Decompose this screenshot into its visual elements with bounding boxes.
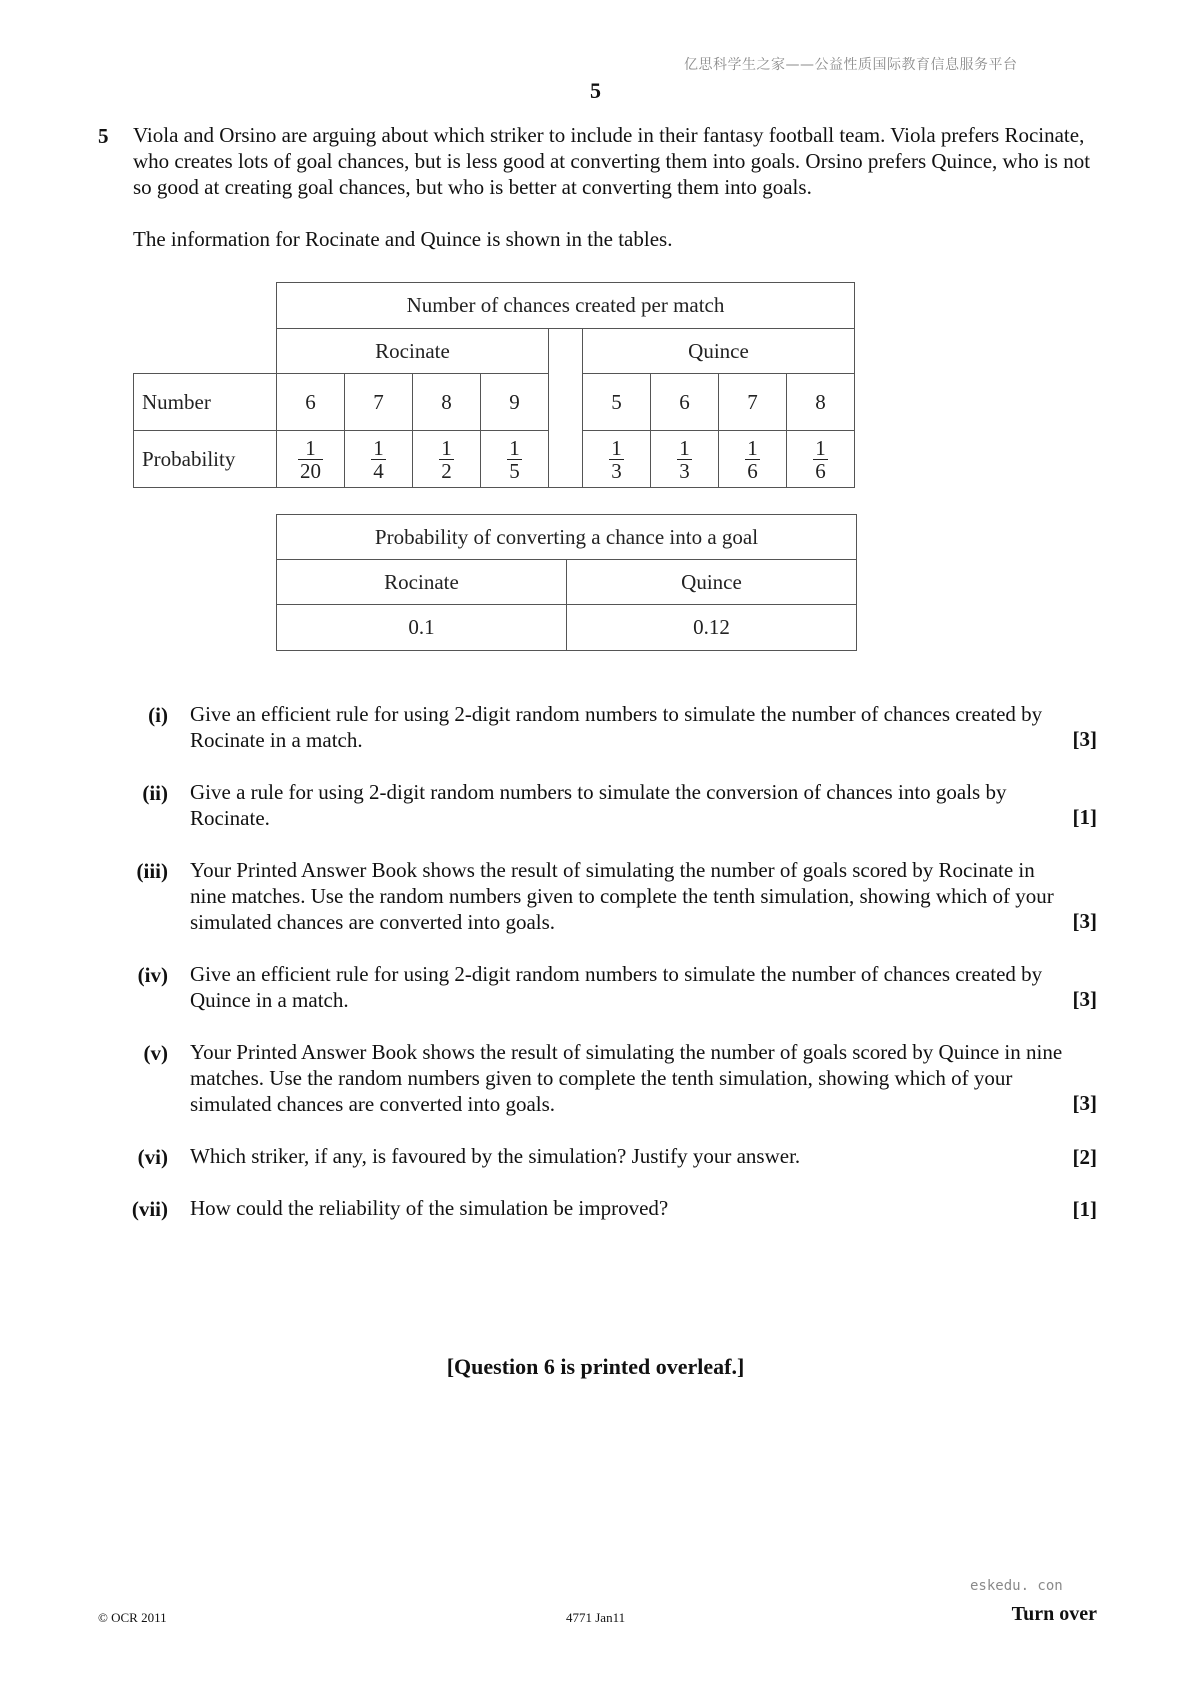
part-text: Give an efficient rule for using 2-digit random numbers to simulate the number of chances created by Quince in a match. bbox=[190, 962, 1043, 1012]
fraction-denominator: 2 bbox=[441, 458, 452, 483]
part-mark: [1] bbox=[1072, 805, 1097, 829]
fraction-numerator: 1 bbox=[747, 435, 758, 460]
watermark-text: 亿思科学生之家——公益性质国际教育信息服务平台 bbox=[684, 57, 1018, 73]
conversion-quince-header: Quince bbox=[567, 560, 857, 605]
conversion-quince-value: 0.12 bbox=[567, 605, 857, 651]
fraction-denominator: 5 bbox=[509, 458, 520, 483]
part-mark: [1] bbox=[1072, 1197, 1097, 1221]
fraction-numerator: 1 bbox=[815, 435, 826, 460]
fraction bbox=[677, 437, 692, 482]
part-label: (iv) bbox=[137, 963, 168, 987]
quince-prob-cell bbox=[719, 431, 787, 488]
part-text: Which striker, if any, is favoured by the simulation? Justify your answer. bbox=[190, 1144, 801, 1168]
fraction bbox=[609, 437, 624, 482]
fraction-numerator: 1 bbox=[298, 437, 323, 460]
rocinate-number-cell: 9 bbox=[481, 374, 549, 431]
rocinate-prob-cell bbox=[481, 431, 549, 488]
quince-header: Quince bbox=[583, 329, 855, 374]
part-label: (ii) bbox=[142, 781, 168, 805]
watermark-bottom: eskedu. con bbox=[970, 1578, 1063, 1594]
question-intro-tables: The information for Rocinate and Quince is shown in the tables. bbox=[133, 227, 673, 251]
fraction-numerator: 1 bbox=[679, 435, 690, 460]
empty-corner bbox=[134, 283, 277, 329]
rocinate-header: Rocinate bbox=[277, 329, 549, 374]
rocinate-prob-cell bbox=[345, 431, 413, 488]
quince-prob-cell bbox=[583, 431, 651, 488]
row-label-number: Number bbox=[134, 374, 277, 431]
table-gap bbox=[549, 329, 583, 488]
fraction-denominator: 6 bbox=[747, 458, 758, 483]
question-number: 5 bbox=[98, 124, 109, 148]
page-number: 5 bbox=[590, 78, 601, 103]
part-text: Your Printed Answer Book shows the result of simulating the number of goals scored by Quince in nine matches. Use the random numbers given to complete the tenth simulation, showing which of your simulated chances are converted into goals. bbox=[190, 1040, 1063, 1116]
quince-number-cell: 8 bbox=[787, 374, 855, 431]
conversion-rocinate-header: Rocinate bbox=[277, 560, 567, 605]
fraction bbox=[813, 437, 828, 482]
rocinate-prob-cell bbox=[413, 431, 481, 488]
part-label: (v) bbox=[143, 1041, 168, 1065]
fraction-numerator: 1 bbox=[611, 435, 622, 460]
part-text: Give a rule for using 2-digit random numbers to simulate the conversion of chances into goals by Rocinate. bbox=[190, 780, 1007, 830]
fraction bbox=[371, 437, 386, 482]
chances-table bbox=[133, 282, 855, 488]
fraction-denominator: 4 bbox=[373, 458, 384, 483]
fraction-numerator: 1 bbox=[509, 435, 520, 460]
part-text: Your Printed Answer Book shows the result of simulating the number of goals scored by Rocinate in nine matches. Use the random numbers given to complete the tenth simulation, showing which of your simulated chances are converted into goals. bbox=[190, 858, 1054, 934]
turn-over-label: Turn over bbox=[1011, 1603, 1097, 1625]
quince-number-cell: 5 bbox=[583, 374, 651, 431]
conversion-table-title: Probability of converting a chance into a goal bbox=[277, 515, 857, 560]
fraction-numerator: 1 bbox=[441, 435, 452, 460]
rocinate-number-cell: 7 bbox=[345, 374, 413, 431]
part-mark: [3] bbox=[1072, 1091, 1097, 1115]
conversion-rocinate-value: 0.1 bbox=[277, 605, 567, 651]
rocinate-prob-cell bbox=[277, 431, 345, 488]
quince-number-cell: 6 bbox=[651, 374, 719, 431]
fraction bbox=[298, 437, 323, 482]
quince-prob-cell bbox=[787, 431, 855, 488]
part-label: (vii) bbox=[131, 1197, 168, 1221]
question-intro: Viola and Orsino are arguing about which striker to include in their fantasy football team. Viola prefers Rocinate, who creates lots of goal chances, but is less good at converting them into goals. Orsino prefers Quince, who is not so good at creating goal chances, but who is better at converting them into goals. bbox=[133, 123, 1091, 199]
row-label-probability: Probability bbox=[134, 431, 277, 488]
fraction-denominator: 6 bbox=[815, 458, 826, 483]
overleaf-note: [Question 6 is printed overleaf.] bbox=[446, 1354, 745, 1379]
fraction-denominator: 3 bbox=[679, 458, 690, 483]
chances-table-title: Number of chances created per match bbox=[277, 283, 855, 329]
fraction-denominator: 20 bbox=[300, 458, 321, 483]
fraction-denominator: 3 bbox=[611, 458, 622, 483]
rocinate-number-cell: 8 bbox=[413, 374, 481, 431]
fraction bbox=[439, 437, 454, 482]
part-text: How could the reliability of the simulation be improved? bbox=[190, 1196, 669, 1220]
part-label: (vi) bbox=[137, 1145, 168, 1169]
empty-corner bbox=[134, 329, 277, 374]
part-mark: [3] bbox=[1072, 727, 1097, 751]
quince-prob-cell bbox=[651, 431, 719, 488]
part-label: (iii) bbox=[136, 859, 168, 883]
footer-code: 4771 Jan11 bbox=[566, 1610, 626, 1625]
fraction-numerator: 1 bbox=[373, 435, 384, 460]
fraction bbox=[745, 437, 760, 482]
rocinate-number-cell: 6 bbox=[277, 374, 345, 431]
footer-copyright: © OCR 2011 bbox=[98, 1610, 167, 1625]
part-mark: [2] bbox=[1072, 1145, 1097, 1169]
conversion-table bbox=[276, 514, 857, 651]
part-text: Give an efficient rule for using 2-digit random numbers to simulate the number of chances created by Rocinate in a match. bbox=[190, 702, 1043, 752]
quince-number-cell: 7 bbox=[719, 374, 787, 431]
part-label: (i) bbox=[148, 703, 168, 727]
fraction bbox=[507, 437, 522, 482]
part-mark: [3] bbox=[1072, 909, 1097, 933]
part-mark: [3] bbox=[1072, 987, 1097, 1011]
